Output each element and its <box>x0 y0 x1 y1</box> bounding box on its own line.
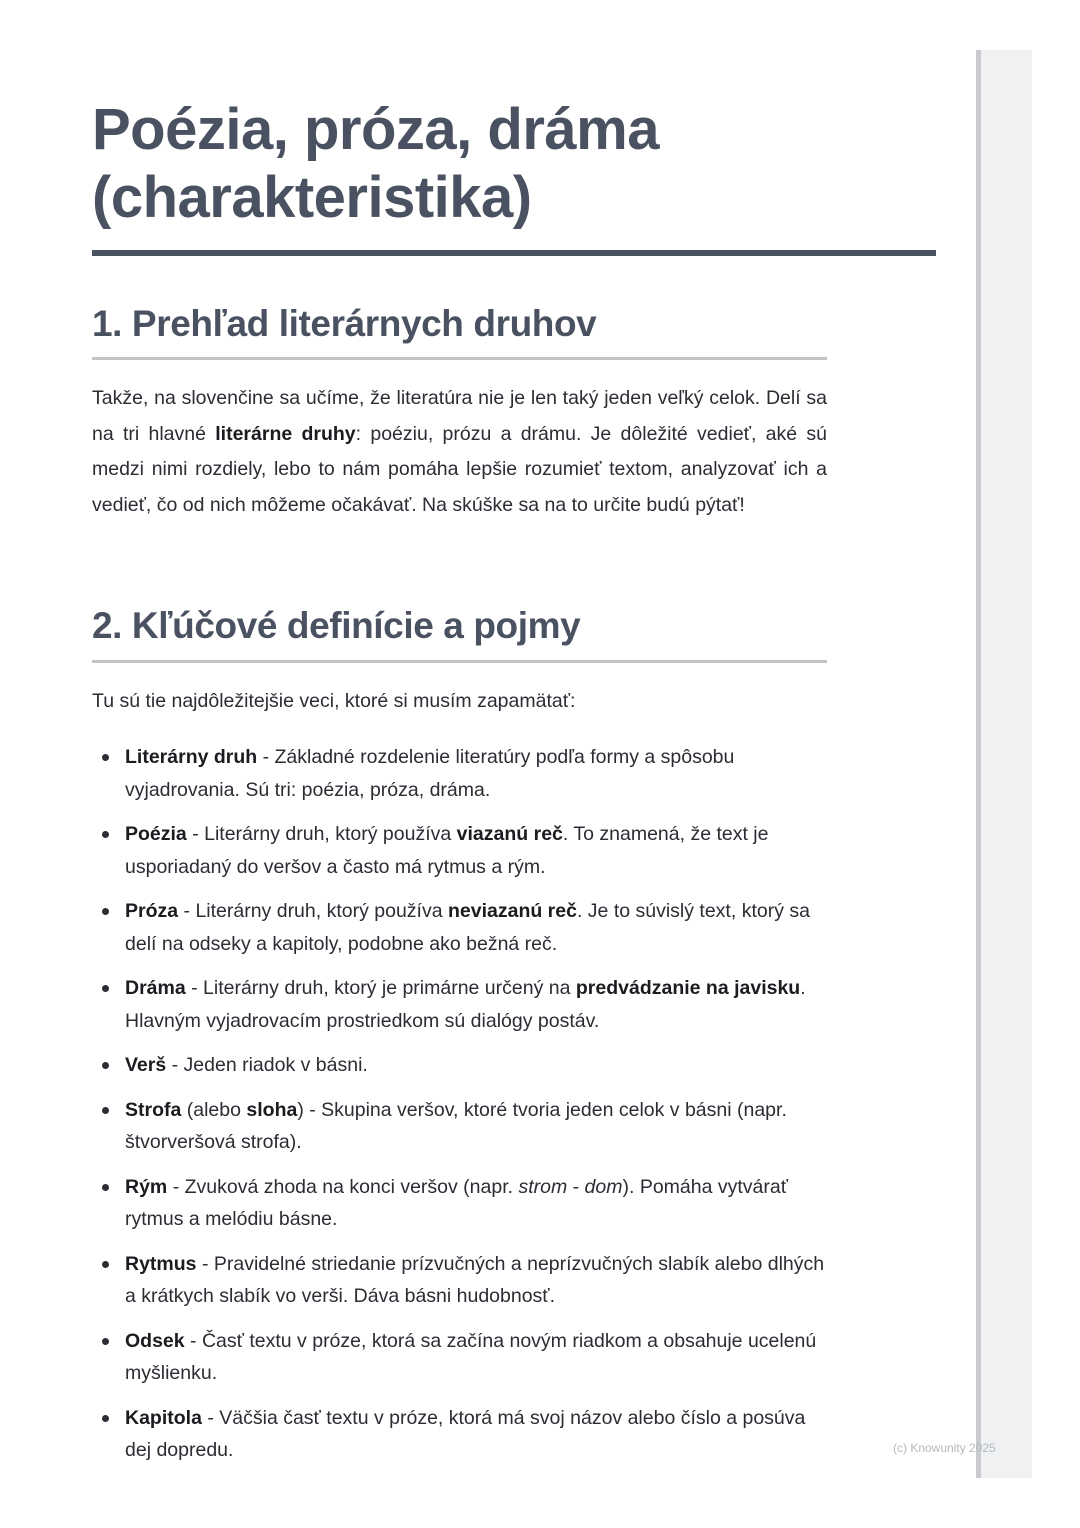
definition-text: - Časť textu v próze, ktorá sa začína novým riadkom a obsahuje ucelenú myšlienku. <box>125 1329 817 1384</box>
overview-paragraph <box>92 381 827 523</box>
term: Strofa <box>125 1098 182 1121</box>
bullet-icon <box>102 1261 109 1268</box>
example-italic: dom <box>584 1175 623 1198</box>
term: Rým <box>125 1175 168 1198</box>
bullet-icon <box>102 1415 109 1422</box>
example-italic: strom <box>518 1175 568 1198</box>
definition-text: . Je to súvislý text, ktorý sa delí na odseky a kapitoly, podobne ako bežná reč. <box>125 900 810 955</box>
list-item-drama <box>92 972 827 1037</box>
copyright-footer: (c) Knowunity 2025 <box>893 1441 996 1455</box>
term: Poézia <box>125 823 187 845</box>
definition-text: - Zvuková zhoda na konci veršov (napr. <box>167 1175 519 1198</box>
definition-text: ) - Skupina veršov, ktoré tvoria jeden celok v básni (napr. štvorveršová strofa). <box>125 1098 787 1153</box>
definition-text: (alebo <box>181 1098 247 1121</box>
section-heading-definitions: 2. Kľúčové definície a pojmy <box>92 605 581 646</box>
section-heading-overview: 1. Prehľad literárnych druhov <box>92 303 597 344</box>
definition-text: ). Pomáha vytvárať rytmus a melódiu básne. <box>125 1175 789 1230</box>
definition-bold: neviazanú reč <box>447 900 577 922</box>
section-divider <box>92 660 827 663</box>
definition-text: - Väčšia časť textu v próze, ktorá má svoj názov alebo číslo a posúva dej dopredu. <box>125 1406 806 1461</box>
list-item-vers <box>92 1049 827 1082</box>
definition-text: - Literárny druh, ktorý používa <box>186 823 457 845</box>
term: Odsek <box>125 1329 185 1352</box>
definition-text: - Pravidelné striedanie prízvučných a neprízvučných slabík alebo dlhých a krátkych slabík vo verši. Dáva básni hudobnosť. <box>125 1252 825 1307</box>
bullet-icon <box>102 831 109 838</box>
bullet-icon <box>102 1107 109 1114</box>
bullet-icon <box>102 1338 109 1345</box>
definition-text: - Jeden riadok v básni. <box>166 1054 368 1076</box>
page-side-strip <box>976 50 1032 1478</box>
term: Verš <box>125 1054 167 1076</box>
bullet-icon <box>102 1184 109 1191</box>
list-item-strofa <box>92 1094 827 1159</box>
section-divider <box>92 357 827 360</box>
definition-bold: predvádzanie na javisku <box>575 977 801 999</box>
list-item-proza <box>92 895 827 960</box>
term: Dráma <box>125 977 186 999</box>
list-item-rym <box>92 1171 827 1236</box>
term: Próza <box>125 900 179 922</box>
bullet-icon <box>102 985 109 992</box>
term: Literárny druh <box>125 746 258 768</box>
term: Kapitola <box>125 1406 202 1429</box>
bullet-icon <box>102 754 109 761</box>
definition-bold: sloha <box>246 1098 298 1121</box>
page-title: Poézia, próza, dráma (charakteristika) <box>92 97 659 230</box>
definition-text: - Základné rozdelenie literatúry podľa formy a spôsobu vyjadrovania. Sú tri: poézia, próza, dráma. <box>125 746 735 801</box>
definition-text: . Hlavným vyjadrovacím prostriedkom sú dialógy postáv. <box>125 977 806 1032</box>
list-item-kapitola <box>92 1402 827 1467</box>
paragraph-text: : poéziu, prózu a drámu. Je dôležité vedieť, aké sú medzi nimi rozdiely, lebo to nám pomáha lepšie rozumieť textom, analyzovať ich a vedieť, čo od nich môžeme očakávať. Na skúške sa na to určite budú pýtať! <box>92 422 827 516</box>
definition-text: - Literárny druh, ktorý používa <box>178 900 448 922</box>
definitions-intro: Tu sú tie najdôležitejšie veci, ktoré si musím zapamätať: <box>92 690 576 712</box>
bullet-icon <box>102 1062 109 1069</box>
definition-text: . To znamená, že text je usporiadaný do veršov a často má rytmus a rým. <box>125 823 769 878</box>
paragraph-bold-term: literárne druhy <box>215 422 356 445</box>
definitions-list <box>92 741 827 1479</box>
definition-text: - Literárny druh, ktorý je primárne určený na <box>185 977 576 999</box>
definition-text: - <box>567 1175 585 1198</box>
title-divider <box>92 250 936 256</box>
paragraph-text: Takže, na slovenčine sa učíme, že literatúra nie je len taký jeden veľký celok. Delí sa na tri hlavné <box>92 387 827 445</box>
definition-bold: viazanú reč <box>456 823 563 845</box>
list-item-rytmus <box>92 1248 827 1313</box>
list-item-poezia <box>92 818 827 883</box>
term: Rytmus <box>125 1252 197 1275</box>
list-item-literarny-druh <box>92 741 827 806</box>
list-item-odsek <box>92 1325 827 1390</box>
bullet-icon <box>102 908 109 915</box>
